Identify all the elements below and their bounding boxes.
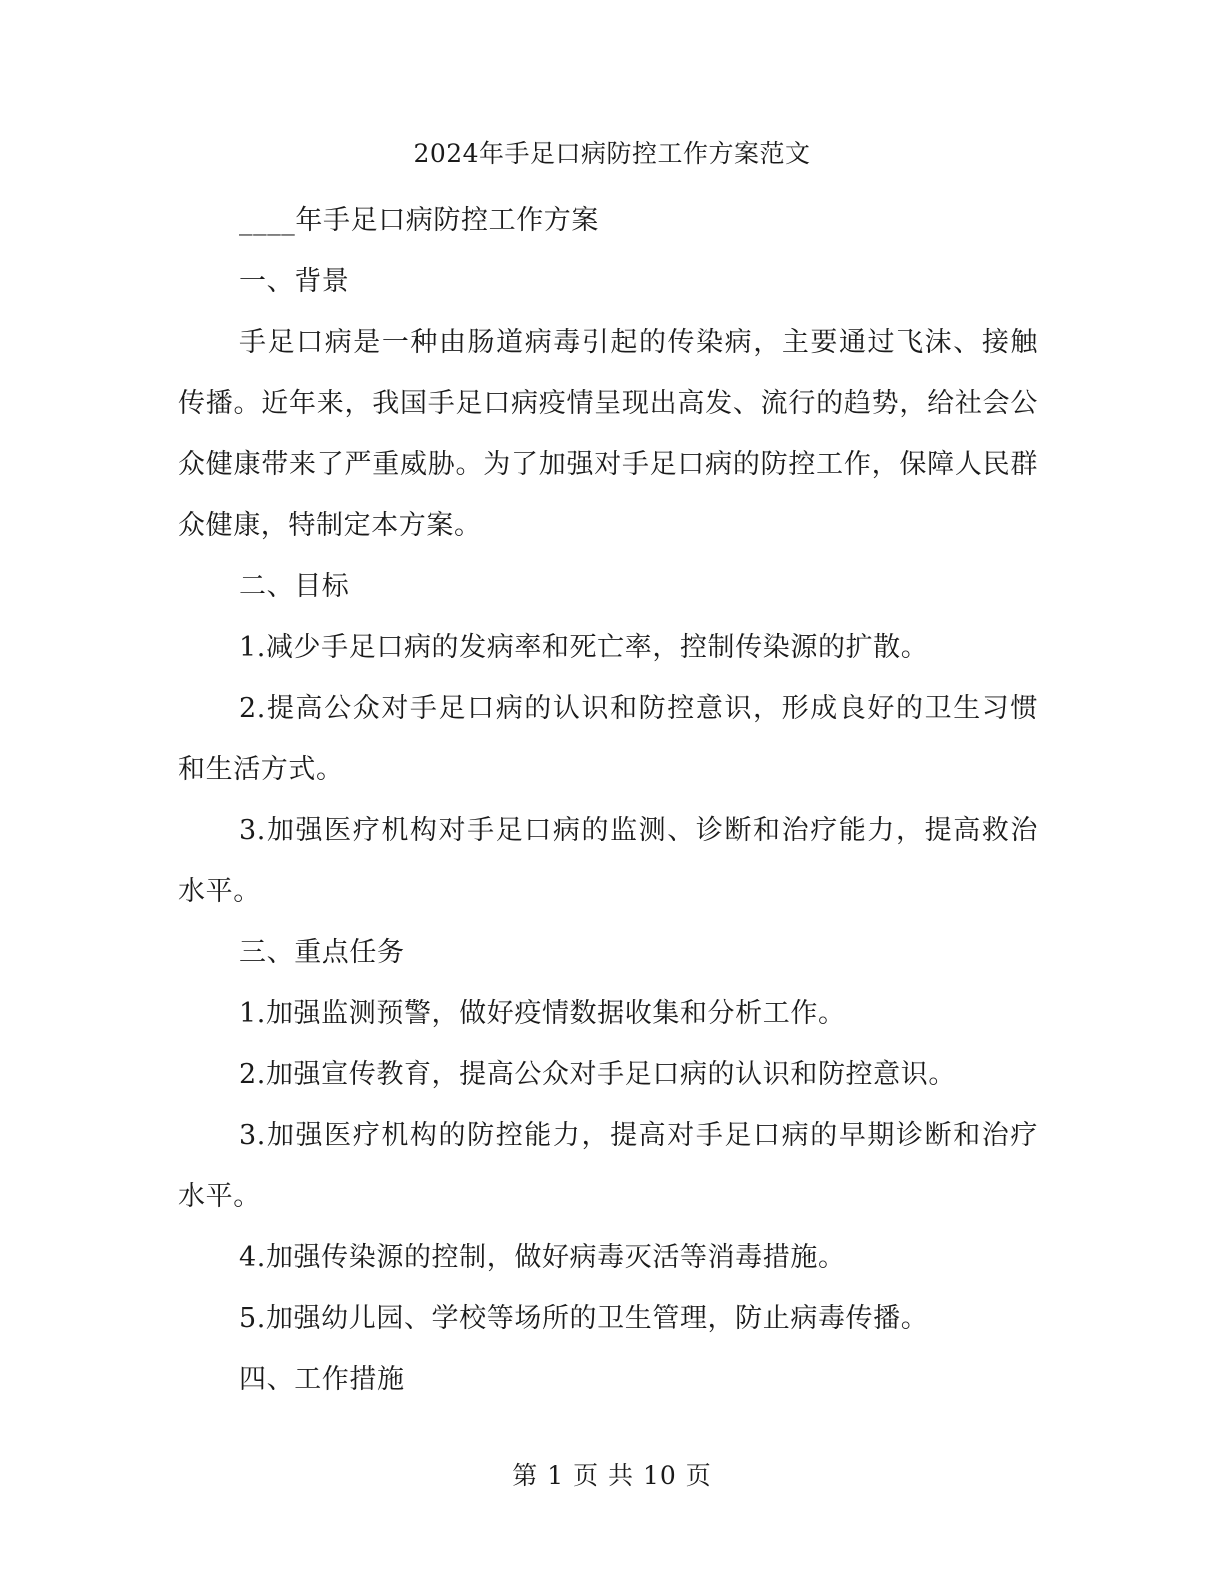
document-title: 2024年手足口病防控工作方案范文: [413, 139, 811, 168]
task-item: 5.加强幼儿园、学校等场所的卫生管理，防止病毒传播。: [239, 1303, 929, 1334]
task-item: 2.加强宣传教育，提高公众对手足口病的认识和防控意识。: [239, 1059, 956, 1090]
task-item: 1.加强监测预警，做好疫情数据收集和分析工作。: [239, 998, 846, 1029]
section-heading-measures: 四、工作措施: [239, 1364, 405, 1395]
section-heading-background: 一、背景: [239, 266, 350, 297]
page-footer: 第 1 页 共 10 页: [512, 1461, 712, 1490]
subtitle: ____年手足口病防控工作方案: [239, 205, 599, 236]
task-item: 3.加强医疗机构的防控能力，提高对手足口病的早期诊断和治疗水平。: [178, 1120, 1038, 1212]
section-heading-key-tasks: 三、重点任务: [239, 937, 405, 968]
goal-item: 3.加强医疗机构对手足口病的监测、诊断和治疗能力，提高救治水平。: [178, 815, 1038, 907]
goal-item: 1.减少手足口病的发病率和死亡率，控制传染源的扩散。: [239, 632, 929, 663]
background-paragraph: 手足口病是一种由肠道病毒引起的传染病，主要通过飞沫、接触传播。近年来，我国手足口病疫情呈现出高发、流行的趋势，给社会公众健康带来了严重威胁。为了加强对手足口病的防控工作，保障人民群众健康，特制定本方案。: [178, 327, 1038, 541]
task-item: 4.加强传染源的控制，做好病毒灭活等消毒措施。: [239, 1242, 846, 1273]
goal-item: 2.提高公众对手足口病的认识和防控意识，形成良好的卫生习惯和生活方式。: [178, 693, 1038, 785]
section-heading-goals: 二、目标: [239, 571, 350, 602]
document-body: [178, 190, 1038, 1410]
